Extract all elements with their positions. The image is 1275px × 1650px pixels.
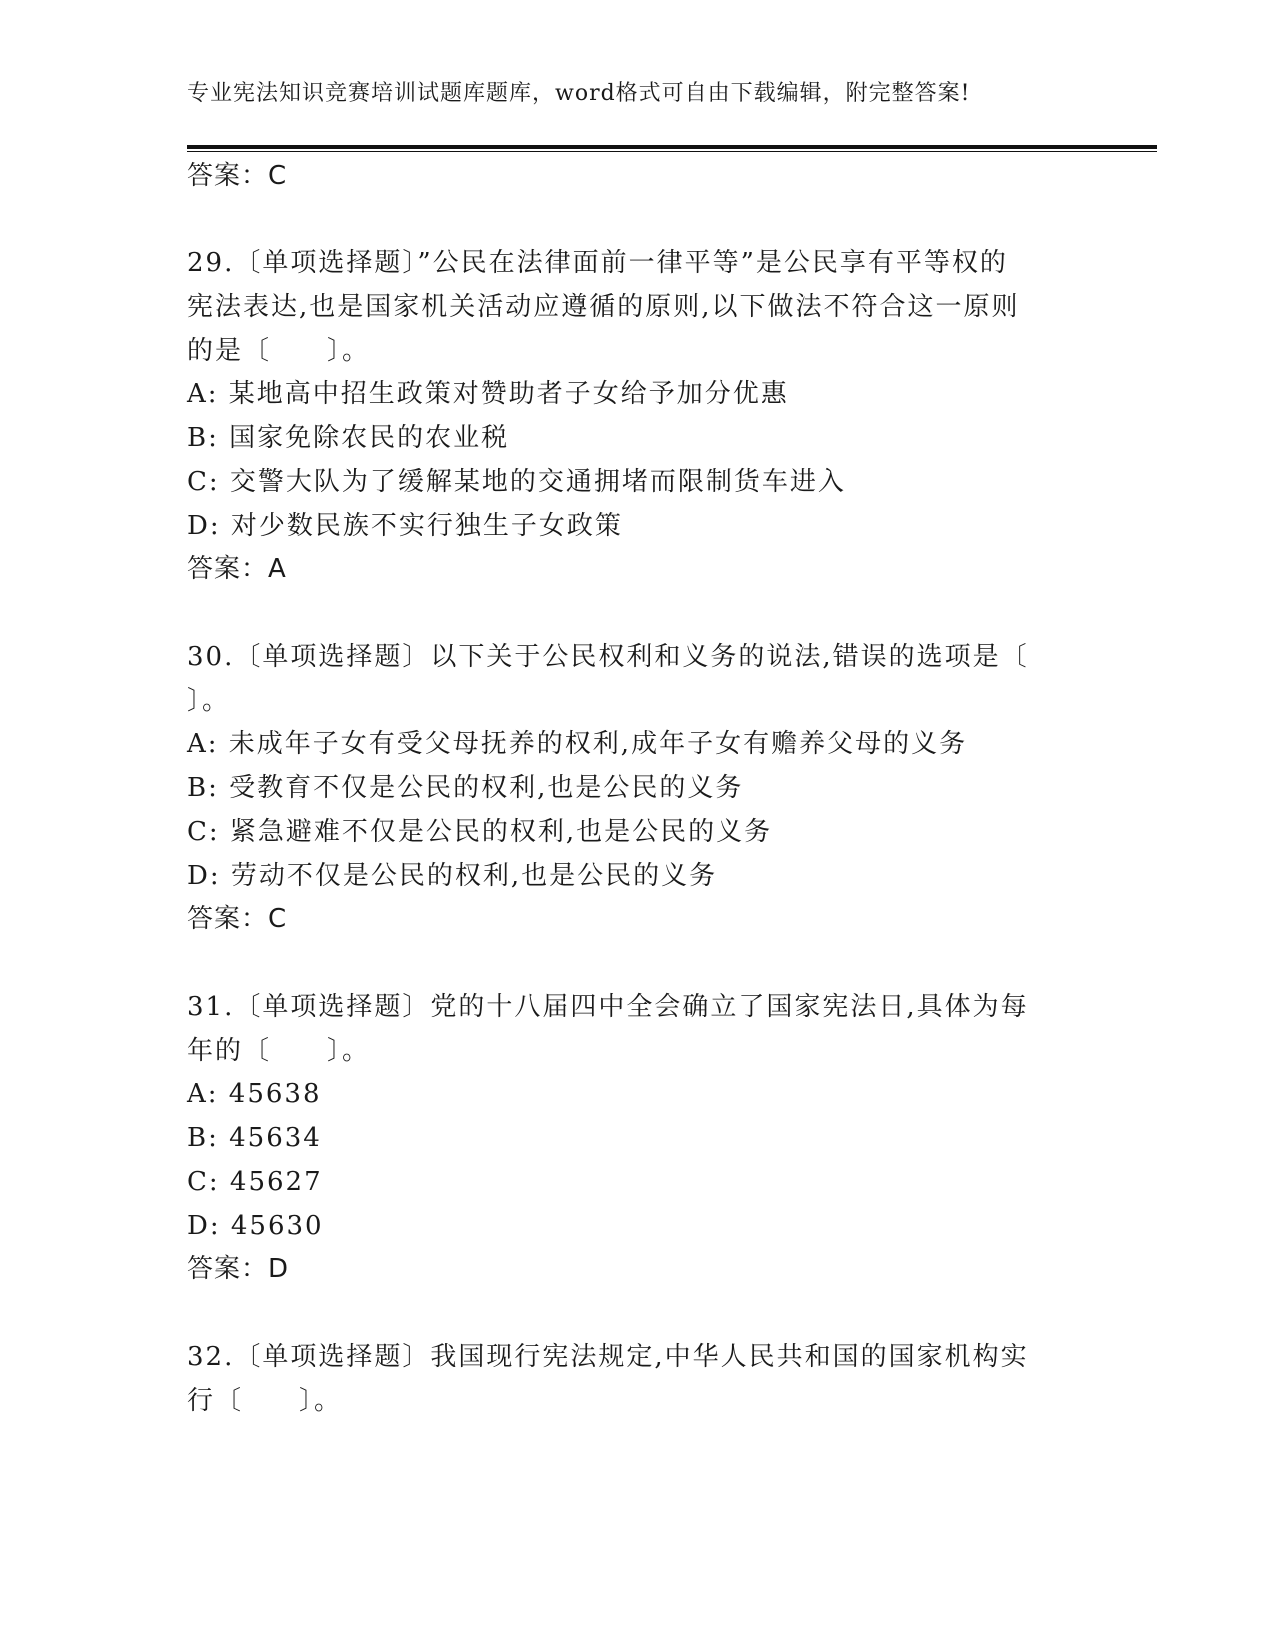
question-31-line-2: 年的〔 〕。 <box>187 1036 371 1066</box>
answer-30: 答案：C <box>187 904 288 934</box>
header-rule-thick <box>187 145 1157 149</box>
question-32-line-1: 32.〔单项选择题〕我国现行宪法规定,中华人民共和国的国家机构实 <box>187 1342 1029 1372</box>
question-29-option-a: A: 某地高中招生政策对赞助者子女给予加分优惠 <box>187 379 789 409</box>
question-31-line-1: 31.〔单项选择题〕党的十八届四中全会确立了国家宪法日,具体为每 <box>187 992 1029 1022</box>
question-30-line-2: 〕。 <box>187 686 231 716</box>
question-32-line-2: 行〔 〕。 <box>187 1386 343 1416</box>
question-29-option-b: B: 国家免除农民的农业税 <box>187 423 510 453</box>
question-29-line-3: 的是〔 〕。 <box>187 336 371 366</box>
answer-29: 答案：A <box>187 554 287 584</box>
question-29-line-2: 宪法表达,也是国家机关活动应遵循的原则,以下做法不符合这一原则 <box>187 292 1020 322</box>
question-30-option-c: C: 紧急避难不仅是公民的权利,也是公民的义务 <box>187 817 773 847</box>
answer-28: 答案：C <box>187 161 288 191</box>
question-30-option-d: D: 劳动不仅是公民的权利,也是公民的义务 <box>187 861 718 891</box>
question-30-option-a: A: 未成年子女有受父母抚养的权利,成年子女有赡养父母的义务 <box>187 729 968 759</box>
question-31-option-b: B: 45634 <box>187 1123 322 1153</box>
question-29-option-d: D: 对少数民族不实行独生子女政策 <box>187 511 623 541</box>
question-29-line-1: 29.〔单项选择题〕”公民在法律面前一律平等”是公民享有平等权的 <box>187 248 1008 278</box>
question-31-option-c: C: 45627 <box>187 1167 323 1197</box>
question-30-line-1: 30.〔单项选择题〕以下关于公民权利和义务的说法,错误的选项是〔 <box>187 642 1029 672</box>
question-29-option-c: C: 交警大队为了缓解某地的交通拥堵而限制货车进入 <box>187 467 846 497</box>
header-rule-thin <box>187 151 1157 152</box>
answer-31: 答案：D <box>187 1254 290 1284</box>
question-30-option-b: B: 受教育不仅是公民的权利,也是公民的义务 <box>187 773 744 803</box>
page-header: 专业宪法知识竞赛培训试题库题库，word格式可自由下载编辑，附完整答案! <box>187 81 971 106</box>
question-31-option-a: A: 45638 <box>187 1079 322 1109</box>
question-31-option-d: D: 45630 <box>187 1211 324 1241</box>
